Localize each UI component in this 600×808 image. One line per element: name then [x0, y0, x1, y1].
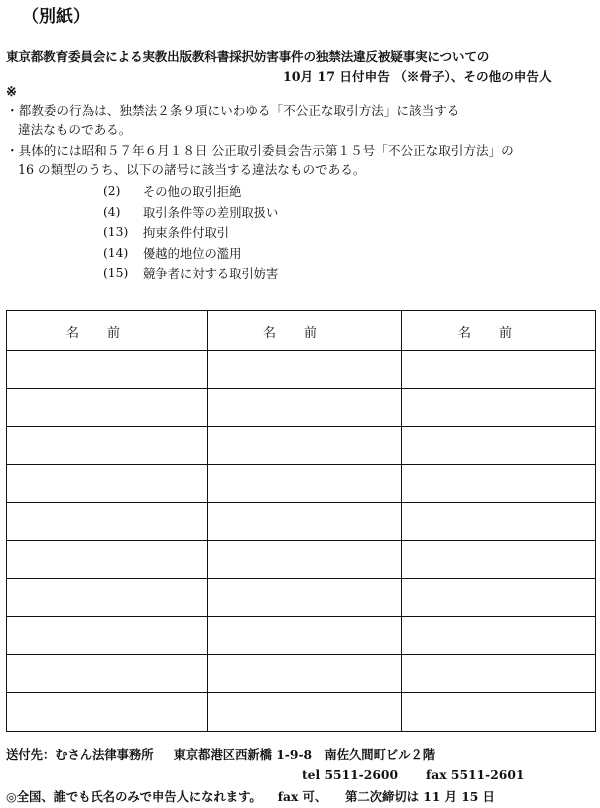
- name-entry-cell[interactable]: [401, 388, 597, 426]
- name-entry-cell[interactable]: [7, 350, 207, 388]
- item-number: (15): [103, 266, 129, 281]
- paragraph-2-line-2: 16 の類型のうち、以下の諸号に該当する違法なものである。: [18, 162, 366, 177]
- name-entry-cell[interactable]: [7, 654, 207, 692]
- tel-number: tel 5511-2600: [302, 767, 399, 782]
- item-number: (4): [103, 204, 121, 219]
- send-to-line: [6, 745, 435, 763]
- name-entry-cell[interactable]: [401, 616, 597, 654]
- paragraph-2-line-1: ・具体的には昭和５７年６月１８日 公正取引委員会告示第１５号「不公正な取引方法」の: [6, 143, 514, 158]
- name-entry-cell[interactable]: [207, 578, 401, 616]
- name-entry-cell[interactable]: [7, 578, 207, 616]
- nationwide-note: ◎全国、誰でも氏名のみで申告人になれます。: [6, 789, 262, 804]
- name-entry-cell[interactable]: [7, 388, 207, 426]
- name-entry-cell[interactable]: [207, 388, 401, 426]
- item-number: (2): [103, 184, 121, 199]
- name-entry-cell[interactable]: [401, 426, 597, 464]
- item-number: (13): [103, 225, 129, 240]
- attachment-label: （別紙）: [22, 7, 90, 27]
- fax-ok-note: fax 可、: [277, 789, 328, 804]
- note-mark: ※: [6, 85, 17, 100]
- name-entry-cell[interactable]: [207, 502, 401, 540]
- name-entry-cell[interactable]: [7, 616, 207, 654]
- item-number: (14): [103, 245, 129, 260]
- name-entry-cell[interactable]: [401, 692, 597, 730]
- send-to-label: 送付先：むさん法律事務所: [6, 747, 154, 762]
- list-item: [103, 263, 278, 284]
- paragraph-1-line-1: ・都教委の行為は、独禁法２条９項にいわゆる「不公正な取引方法」に該当する: [6, 103, 460, 118]
- name-entry-cell[interactable]: [207, 654, 401, 692]
- column-header-name: 名前: [457, 326, 540, 341]
- footer-note: [6, 787, 495, 805]
- paragraph-1-line-2: 違法なものである。: [18, 122, 132, 137]
- name-entry-cell[interactable]: [7, 540, 207, 578]
- list-item: [103, 243, 278, 264]
- column-header-name: 名前: [262, 326, 345, 341]
- item-text: 優越的地位の濫用: [143, 246, 242, 261]
- name-entry-cell[interactable]: [207, 692, 401, 730]
- paragraph-1: [6, 101, 459, 139]
- name-entry-cell[interactable]: [7, 502, 207, 540]
- list-item: [103, 202, 278, 223]
- violation-list: [103, 181, 278, 284]
- name-entry-cell[interactable]: [7, 464, 207, 502]
- deadline-note: 第二次締切は 11 月 15 日: [345, 789, 495, 804]
- name-entry-cell[interactable]: [7, 692, 207, 730]
- contact-line: [302, 767, 524, 782]
- item-text: 取引条件等の差別取扱い: [143, 205, 279, 220]
- name-entry-cell[interactable]: [401, 350, 597, 388]
- item-text: 拘束条件付取引: [143, 226, 230, 241]
- name-entry-cell[interactable]: [207, 426, 401, 464]
- name-entry-cell[interactable]: [207, 464, 401, 502]
- name-entry-cell[interactable]: [207, 350, 401, 388]
- name-entry-cell[interactable]: [401, 578, 597, 616]
- name-entry-cell[interactable]: [401, 464, 597, 502]
- name-entry-cell[interactable]: [7, 426, 207, 464]
- name-entry-cell[interactable]: [207, 540, 401, 578]
- name-entry-cell[interactable]: [401, 654, 597, 692]
- name-entry-cell[interactable]: [401, 502, 597, 540]
- column-header-name: 名前: [65, 326, 148, 341]
- item-text: 競争者に対する取引妨害: [143, 267, 279, 282]
- fax-number: fax 5511-2601: [426, 767, 525, 782]
- paragraph-2: [6, 141, 514, 179]
- item-text: その他の取引拒絶: [143, 185, 242, 200]
- send-to-address: 東京都港区西新橋 1-9-8 南佐久間町ビル２階: [173, 747, 436, 762]
- document-subtitle: 10月 17 日付申告 （※骨子）、その他の申告人: [283, 69, 552, 84]
- name-entry-cell[interactable]: [207, 616, 401, 654]
- signature-table: [6, 310, 596, 732]
- name-entry-cell[interactable]: [401, 540, 597, 578]
- list-item: [103, 181, 278, 202]
- document-title: 東京都教育委員会による実教出版教科書採択妨害事件の独禁法違反被疑事実についての: [6, 49, 490, 64]
- list-item: [103, 222, 278, 243]
